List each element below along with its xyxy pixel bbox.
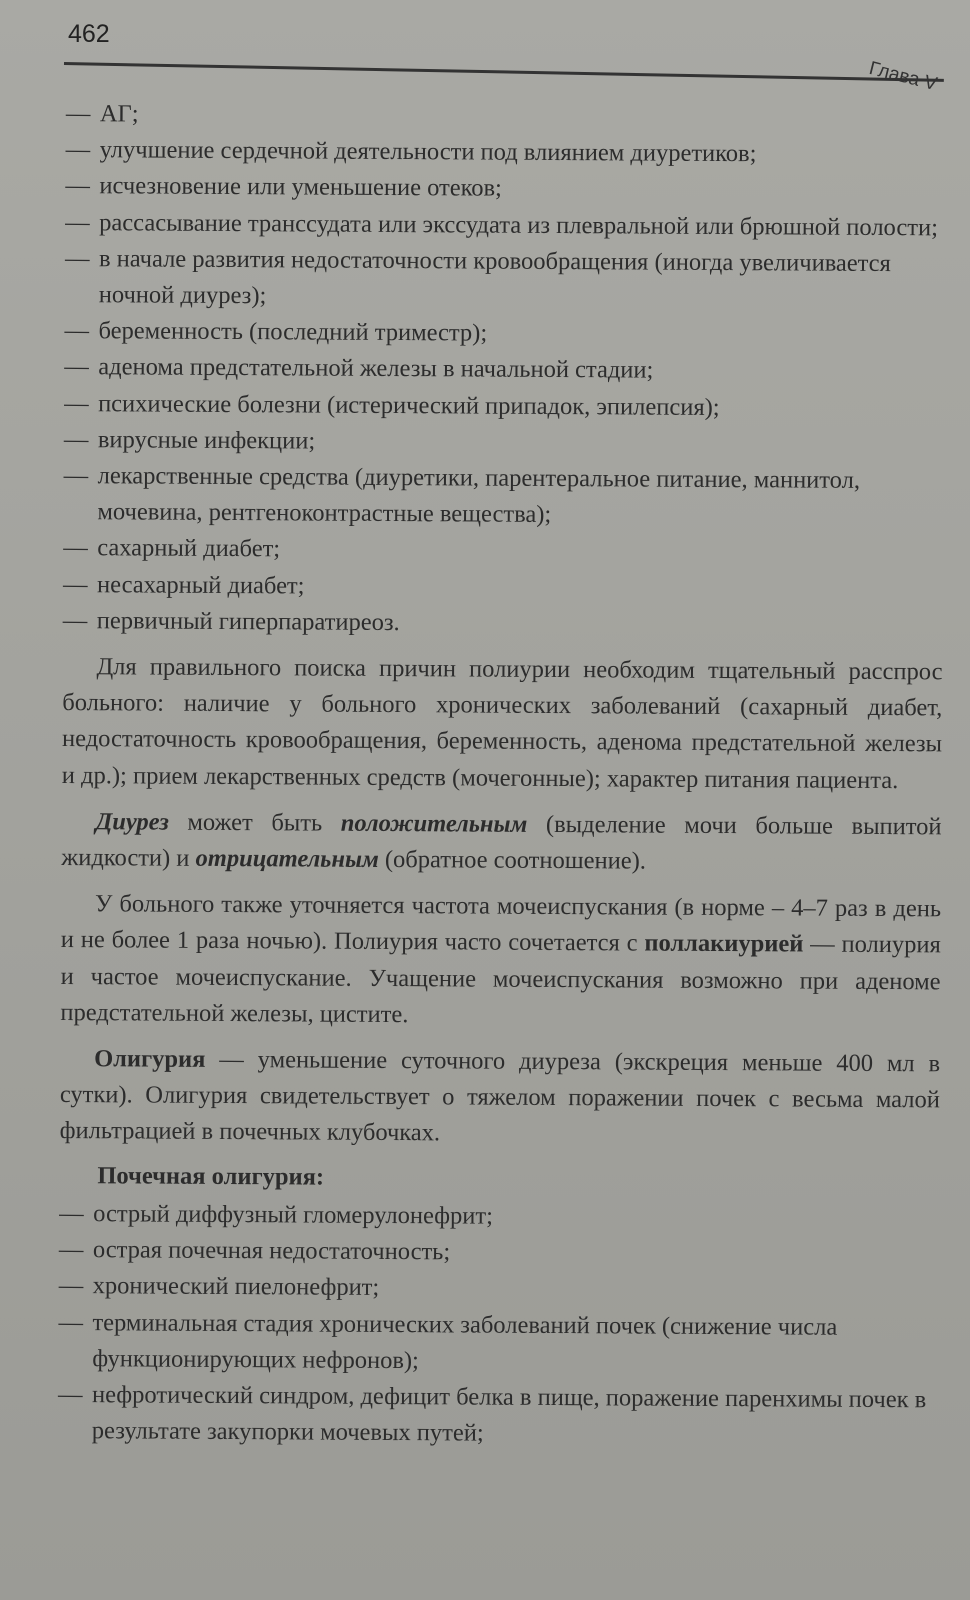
list-item (59, 1232, 939, 1274)
list-item-text: нефротический синдром, дефицит белка в пище, поражение паренхимы почек в результате закупорки мочевых путей; (91, 1381, 927, 1447)
list-item (64, 313, 944, 355)
list-item-text: психические болезни (истерический припадок, эпилепсия); (98, 389, 720, 421)
list-dash: — (64, 353, 89, 381)
list-dash: — (65, 172, 91, 200)
list-item-text: острый диффузный гломерулонефрит; (93, 1200, 494, 1230)
list-dash: — (63, 534, 88, 562)
paragraph-text: У больного также уточняется частота мочеиспускания (в норме – 4–7 раз в день и не более 1 раза ночью). Полиурия часто сочетается с (60, 890, 942, 958)
list-item-text: несахарный диабет; (96, 570, 305, 600)
list-item-text: аденома предстательной железы в начальной стадии; (98, 353, 654, 385)
list-item (63, 458, 943, 536)
list-dash: — (58, 1272, 84, 1300)
list-dash: — (64, 389, 89, 417)
list-dash: — (58, 1236, 84, 1264)
paragraph-oliguria (60, 1041, 941, 1155)
list-dash: — (63, 462, 89, 490)
list-dash: — (58, 1308, 84, 1336)
list-dash: — (65, 208, 90, 236)
list-item (58, 1377, 938, 1455)
header-rule (64, 62, 944, 82)
list-dash: — (62, 570, 88, 598)
term-positive: положительным (340, 809, 528, 838)
list-item-text: в начале развития недостаточности кровообращения (иногда увеличивается ночной диурез); (98, 245, 891, 310)
list-item (59, 1196, 939, 1238)
list-dash: — (64, 317, 90, 345)
list-item-text: хронический пиелонефрит; (92, 1272, 380, 1302)
list-item (63, 567, 943, 609)
list-item (64, 422, 944, 464)
list-dash: — (63, 425, 89, 453)
list-item (66, 96, 946, 138)
paragraph-text: — уменьшение суточного диуреза (экскреция меньше 400 мл в сутки). Олигурия свидетельствует о тяжелом поражении почек с весьма малой фильтрацией в почечных клубочках. (59, 1045, 941, 1147)
list-item (65, 168, 945, 210)
term-diuresis: Диурез (95, 808, 169, 836)
list-item (59, 1268, 939, 1310)
paragraph-text: — полиурия и частое мочеиспускание. Учащение мочеиспускания возможно при аденоме предстательной железы, цистите. (60, 930, 941, 1028)
list-item (63, 603, 943, 645)
paragraph-frequency (60, 886, 941, 1036)
list-dash: — (65, 136, 91, 164)
term-oliguria: Олигурия (94, 1045, 206, 1073)
list-item-text: терминальная стадия хронических заболеваний почек (снижение числа функционирующих нефронов); (92, 1308, 838, 1374)
list-item (66, 132, 946, 174)
list-dash: — (65, 99, 91, 128)
list-item (58, 1304, 938, 1382)
list-item (65, 205, 945, 247)
page-content (58, 96, 946, 1455)
list-item-text: вирусные инфекции; (97, 426, 316, 455)
symptom-list (63, 96, 946, 644)
page-number: 462 (68, 20, 110, 48)
renal-oliguria-list (58, 1196, 940, 1455)
list-item (64, 349, 944, 391)
list-dash: — (57, 1380, 83, 1409)
list-item-text: АГ; (99, 100, 139, 128)
term-negative: отрицательным (195, 844, 379, 873)
list-item (65, 241, 945, 319)
chapter-label: Глава V (866, 58, 940, 96)
term-pollakiuria: поллакиурией (644, 930, 804, 958)
list-item-text: беременность (последний триместр); (98, 317, 488, 347)
paragraph-text: (обратное соотношение). (378, 845, 646, 875)
list-item-text: первичный гиперпаратиреоз. (96, 607, 400, 636)
list-item (63, 530, 943, 572)
list-item-text: сахарный диабет; (97, 534, 281, 563)
list-item-text: исчезновение или уменьшение отеков; (99, 172, 502, 203)
list-dash: — (62, 606, 88, 634)
list-item (64, 386, 944, 428)
list-item-text: рассасывание транссудата или экссудата из плевральной или брюшной полости; (99, 208, 939, 241)
section-heading: Почечная олигурия: (97, 1161, 325, 1191)
paragraph-diuresis (61, 804, 941, 882)
paragraph-text: может быть (168, 808, 341, 837)
list-dash: — (64, 244, 90, 272)
list-item-text: улучшение сердечной деятельности под влиянием диуретиков; (99, 136, 757, 168)
list-dash: — (59, 1199, 84, 1228)
list-item-text: лекарственные средства (диуретики, парентеральное питание, маннитол, мочевина, рентгеноконтрастные вещества); (97, 462, 861, 529)
paragraph-text: (выделение мочи больше выпитой жидкости) и (61, 810, 942, 872)
list-item-text: острая почечная недостаточность; (92, 1236, 451, 1266)
paragraph-polyuria-causes: Для правильного поиска причин полиурии необходим тщательный расспрос больного: наличие у больного хронических заболеваний (сахарный диабет, недостаточность кровообращения, беременность, аденома предстательной железы и др.); прием лекарственных средств (мочегонные); характер питания пациента. (61, 653, 943, 794)
